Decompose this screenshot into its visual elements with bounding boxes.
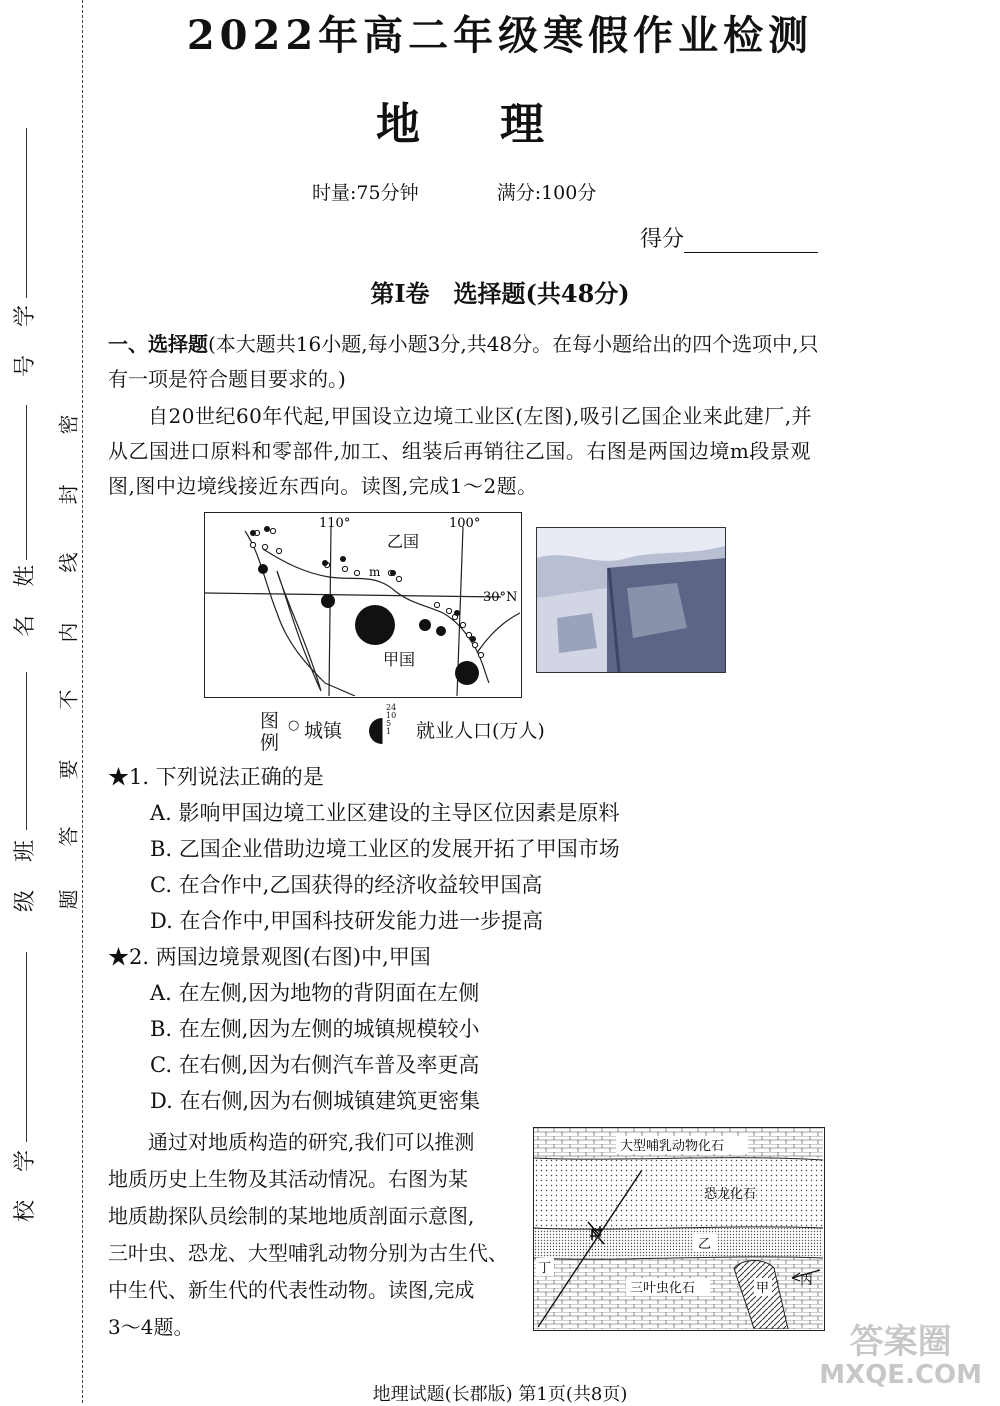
time-limit: 时量:75分钟: [312, 182, 419, 204]
town-symbol: [270, 528, 275, 533]
binding-dashed-line: [82, 0, 83, 1403]
seal-char: 线: [56, 552, 81, 573]
population-circle: [264, 526, 270, 532]
question-1-stem: ★1. 下列说法正确的是: [108, 765, 324, 789]
gulf-coast: [477, 613, 520, 653]
town-symbol: [466, 632, 471, 637]
legend-scale-value: 5: [386, 719, 392, 728]
town-symbol: [342, 566, 347, 571]
xingming-blank: [26, 405, 27, 560]
label-dino-fossil: 恐龙化石: [704, 1187, 757, 1202]
population-circle: [322, 560, 328, 566]
seal-char: 内: [56, 622, 81, 643]
section-title: 第Ⅰ卷 选择题(共48分): [370, 279, 630, 308]
question-1-option-c[interactable]: C. 在合作中,乙国获得的经济收益较甲国高: [150, 873, 543, 897]
seal-char: 密: [56, 414, 81, 435]
country-b-label: 乙国: [387, 532, 420, 551]
passage-2-line: 地质历史上生物及其活动情况。右图为某: [108, 1167, 468, 1191]
legend-town: 城镇: [304, 720, 343, 742]
passage-2-line: 三叶虫、恐龙、大型哺乳动物分别为古生代、: [108, 1241, 508, 1265]
population-circle: [390, 570, 396, 576]
xuehao-label: 学 号: [13, 305, 38, 378]
xuexiao-label: 学 校: [13, 1150, 38, 1223]
subject-title: 地理: [376, 99, 624, 150]
question-1-option-b[interactable]: B. 乙国企业借助边境工业区的发展开拓了甲国市场: [150, 837, 620, 861]
town-symbol: [354, 570, 359, 575]
banji-label: 班 级: [13, 840, 38, 913]
page-footer: 地理试题(长郡版) 第1页(共8页): [372, 1384, 628, 1405]
town-symbol-icon: ○: [288, 718, 300, 733]
peninsula: [277, 571, 321, 691]
watermark: [819, 1323, 982, 1389]
segment-m-label: m: [369, 565, 381, 579]
question-2-option-a[interactable]: A. 在左侧,因为地物的背阴面在左侧: [150, 981, 480, 1005]
instructions: [108, 327, 828, 397]
exam-title: 2022年高二年级寒假作业检测: [186, 12, 814, 59]
label-yi: 乙: [698, 1237, 712, 1252]
label-jia: 甲: [756, 1281, 770, 1296]
geologic-section-diagram: [533, 1127, 825, 1331]
label-trilobite-fossil: 三叶虫化石: [630, 1281, 696, 1296]
population-circle: [250, 530, 256, 536]
town-symbol: [276, 548, 281, 553]
question-2-option-d[interactable]: D. 在右侧,因为右侧城镇建筑更密集: [150, 1089, 481, 1113]
town-symbol: [472, 642, 477, 647]
map-marks: [250, 526, 484, 685]
lon-label-110: 110°: [319, 516, 351, 531]
xuehao-blank: [26, 128, 27, 298]
town-symbol: [478, 652, 483, 657]
instructions-body: (本大题共16小题,每小题3分,共48分。在每小题给出的四个选项中,只有一项是符合题目要求的。): [108, 332, 819, 391]
legend-scale: [386, 704, 396, 736]
town-symbol: [446, 608, 451, 613]
passage-1: 自20世纪60年代起,甲国设立边境工业区(左图),吸引乙国企业来此建厂,并从乙国进口原料和零部件,加工、组装后再销往乙国。右图是两国边境m段景观图,图中边境线接近东西向。读图,完成1～2题。: [108, 404, 813, 498]
border-landscape-photo: [536, 527, 726, 673]
legend-title-2: 例: [260, 732, 280, 754]
coastline: [245, 531, 355, 696]
town-symbol: [262, 544, 267, 549]
lon-label-100: 100°: [449, 516, 481, 531]
score-label: 得分: [640, 227, 685, 252]
score-field[interactable]: [640, 222, 818, 253]
question-1-option-d[interactable]: D. 在合作中,甲国科技研发能力进一步提高: [150, 909, 544, 933]
border-industrial-map: [204, 512, 522, 698]
population-circle: [470, 636, 476, 642]
question-2-option-c[interactable]: C. 在右侧,因为右侧汽车普及率更高: [150, 1053, 480, 1077]
population-circle: [258, 564, 268, 574]
question-2-stem: ★2. 两国边境景观图(右图)中,甲国: [108, 945, 431, 969]
watermark-line1: 答案圈: [849, 1322, 952, 1362]
population-circle: [436, 626, 446, 636]
passage-2: [108, 1124, 528, 1346]
seal-char: 题: [56, 889, 81, 910]
legend-scale-value: 10: [386, 711, 397, 720]
lat-label-30: 30°N: [483, 590, 518, 605]
passage-2-line: 地质勘探队员绘制的某地地质剖面示意图,: [108, 1204, 475, 1228]
xuexiao-blank: [26, 952, 27, 1142]
population-circle: [340, 556, 346, 562]
score-blank[interactable]: [684, 230, 818, 253]
meridian-110: [329, 527, 331, 696]
population-circle: [455, 661, 479, 685]
xingming-label: 姓 名: [13, 565, 38, 638]
legend-title-1: 图: [260, 710, 280, 732]
town-symbol: [250, 542, 255, 547]
passage-2-line: 通过对地质构造的研究,我们可以推测: [108, 1130, 475, 1154]
population-circle: [321, 594, 335, 608]
seal-char: 封: [56, 484, 81, 505]
exam-meta: [312, 178, 596, 205]
seal-char: 不: [56, 689, 81, 710]
label-mammal-fossil: 大型哺乳动物化石: [620, 1139, 725, 1154]
town-symbol: [460, 622, 465, 627]
watermark-line2: MXQE.COM: [819, 1360, 982, 1390]
label-bing: 丙: [800, 1273, 814, 1288]
seal-char: 要: [56, 759, 81, 780]
instructions-heading: 一、选择题: [108, 332, 208, 356]
passage-2-line: 中生代、新生代的代表性动物。读图,完成: [108, 1278, 475, 1302]
town-symbol: [396, 576, 401, 581]
legend-pop: 就业人口(万人): [416, 720, 545, 742]
population-circle: [355, 605, 395, 645]
legend-scale-value: 1: [386, 727, 392, 736]
label-ding: 丁: [538, 1261, 552, 1276]
population-circle: [454, 610, 460, 616]
town-symbol: [434, 602, 439, 607]
banji-blank: [26, 672, 27, 830]
question-1-option-a[interactable]: A. 影响甲国边境工业区建设的主导区位因素是原料: [150, 801, 620, 825]
country-a-label: 甲国: [383, 650, 416, 669]
population-circle: [419, 619, 431, 631]
full-score: 满分:100分: [496, 182, 597, 204]
parallel-30: [205, 593, 501, 597]
question-2-option-b[interactable]: B. 在左侧,因为左侧的城镇规模较小: [150, 1017, 480, 1041]
legend-scale-value: 24: [386, 703, 397, 712]
passage-2-line: 3～4题。: [108, 1315, 194, 1339]
seal-char: 答: [56, 826, 81, 847]
